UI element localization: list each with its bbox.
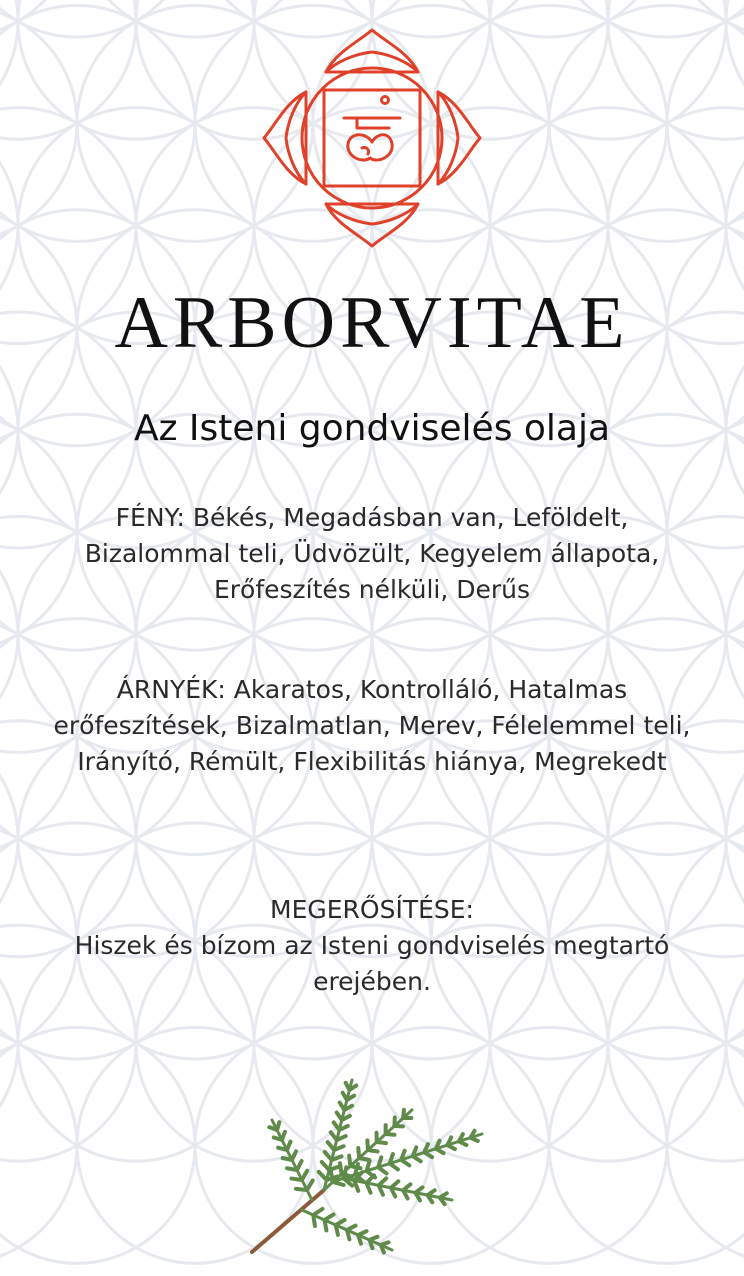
affirmation: [52, 892, 692, 1000]
root-chakra-symbol-icon: [262, 28, 482, 248]
subtitle: Az Isteni gondviselés olaja: [133, 408, 611, 449]
light-qualities: FÉNY: Békés, Megadásban van, Leföldelt, Bizalommal teli, Üdvözült, Kegyelem állapota, Erőfeszítés nélküli, Derűs: [84, 503, 660, 604]
arborvitae-branch-icon: [232, 1070, 512, 1260]
affirmation-heading: MEGERŐSÍTÉSE:: [270, 895, 474, 924]
affirmation-text: Hiszek és bízom az Isteni gondviselés megtartó erejében.: [74, 931, 670, 996]
shadow-qualities: ÁRNYÉK: Akaratos, Kontrolláló, Hatalmas erőfeszítések, Bizalmatlan, Merev, Félelemmel teli, Irányító, Rémült, Flexibilitás hiánya, Megrekedt: [53, 675, 691, 776]
page-title: ARBORVITAE: [114, 282, 630, 364]
